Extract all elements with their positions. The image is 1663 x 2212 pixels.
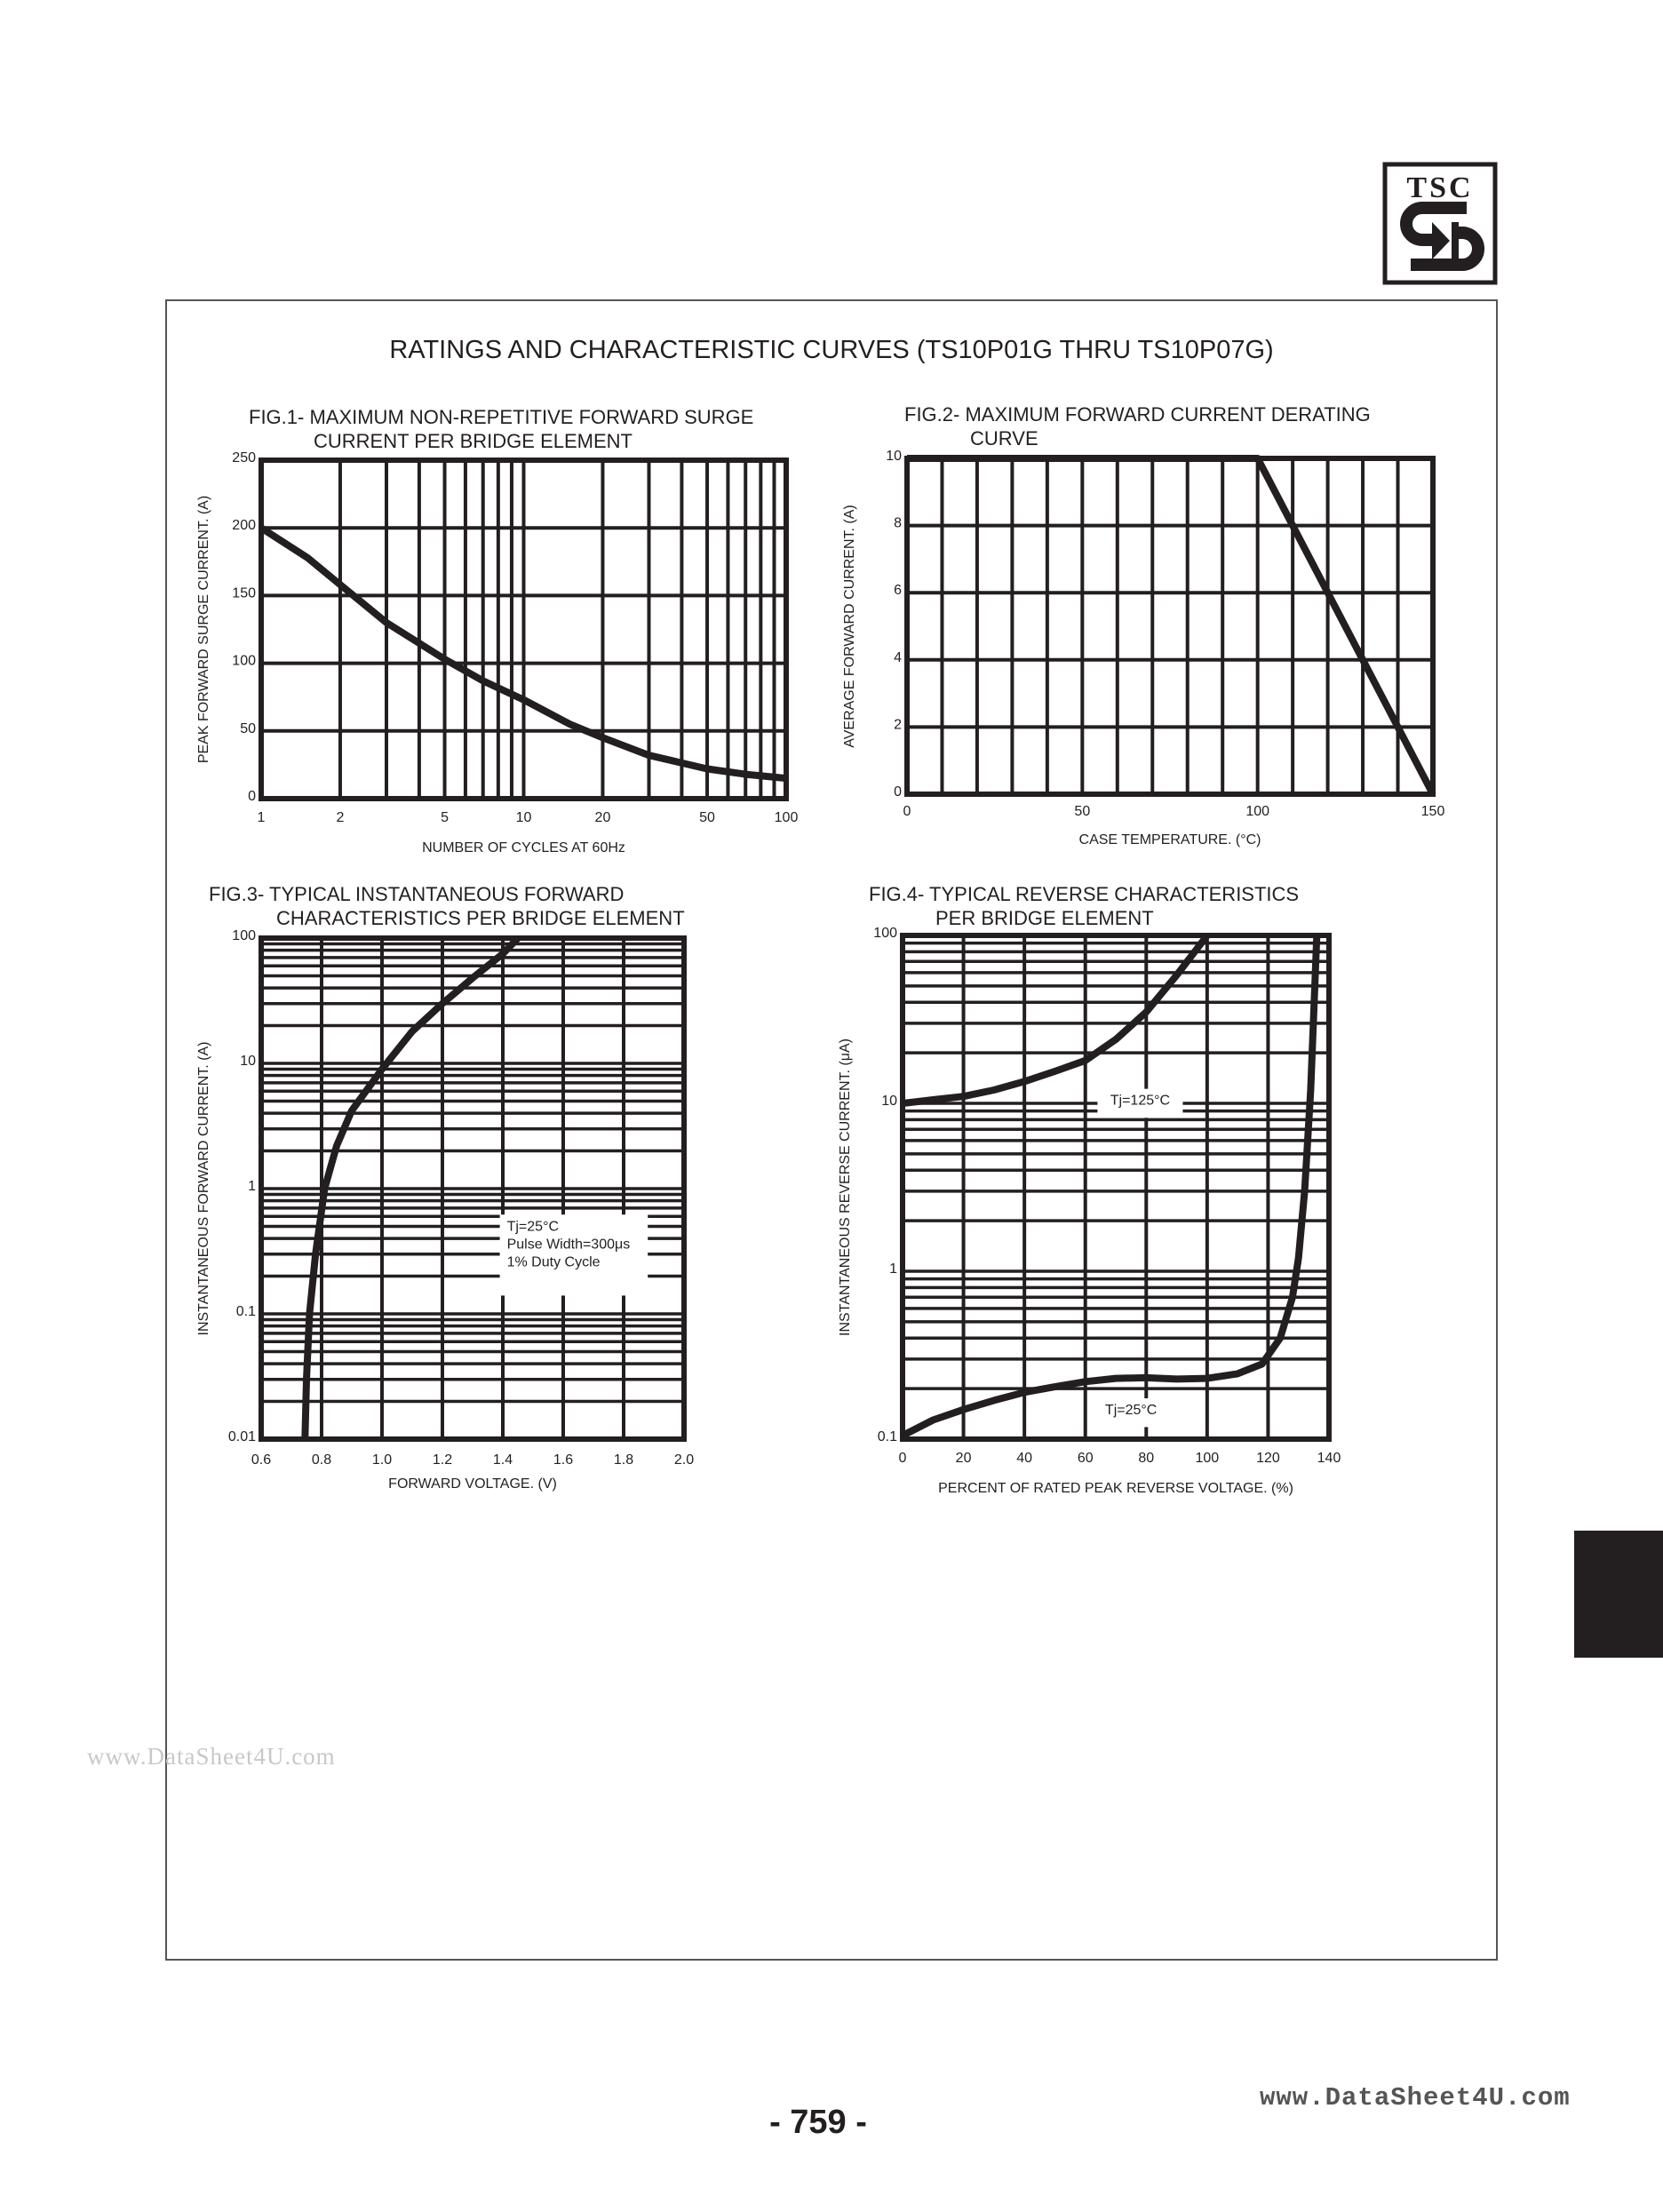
y-tick-label: 4 <box>894 649 902 665</box>
x-tick-label: 20 <box>955 1451 972 1466</box>
y-tick-label: 50 <box>240 720 256 736</box>
watermark-right: www.DataSheet4U.com <box>1260 2083 1571 2113</box>
x-axis-title: PERCENT OF RATED PEAK REVERSE VOLTAGE. (%) <box>938 1481 1293 1496</box>
y-axis-title: PEAK FORWARD SURGE CURRENT. (A) <box>196 495 211 764</box>
x-tick-label: 80 <box>1138 1451 1155 1466</box>
y-tick-label: 2 <box>894 717 902 733</box>
x-tick-label: 1.8 <box>613 1452 634 1468</box>
page-title: RATINGS AND CHARACTERISTIC CURVES (TS10P01G THRU TS10P07G) <box>389 336 1274 364</box>
fig2-title-line2: CURVE <box>970 427 1038 450</box>
annotation-text: 1% Duty Cycle <box>506 1254 601 1270</box>
y-tick-label: 100 <box>232 653 256 669</box>
tsc-logo <box>1382 162 1498 285</box>
x-axis-title: CASE TEMPERATURE. (°C) <box>1078 832 1261 847</box>
y-tick-label: 0 <box>894 784 902 800</box>
x-tick-label: 1 <box>257 810 266 825</box>
x-tick-label: 50 <box>699 810 715 825</box>
x-tick-label: 100 <box>1245 804 1270 819</box>
x-tick-label: 2.0 <box>673 1452 695 1468</box>
y-tick-label: 10 <box>881 1094 897 1109</box>
fig3-title-line1: FIG.3- TYPICAL INSTANTANEOUS FORWARD <box>209 883 625 905</box>
x-tick-label: 10 <box>515 810 532 825</box>
y-tick-label: 0.01 <box>227 1429 256 1444</box>
fig4-title-line1: FIG.4- TYPICAL REVERSE CHARACTERISTICS <box>869 883 1300 905</box>
grid <box>261 460 786 799</box>
y-tick-label: 1 <box>889 1261 897 1277</box>
y-tick-label: 6 <box>894 583 902 599</box>
x-tick-label: 140 <box>1317 1451 1341 1466</box>
x-tick-label: 50 <box>1074 804 1091 819</box>
y-tick-label: 250 <box>232 450 256 465</box>
fig4-chart <box>838 926 1341 1496</box>
section-tab <box>1574 1531 1663 1658</box>
x-tick-label: 120 <box>1256 1451 1280 1466</box>
y-tick-label: 0.1 <box>235 1304 256 1319</box>
annotation-text: Tj=25°C <box>506 1219 560 1235</box>
x-tick-label: 100 <box>1195 1451 1220 1466</box>
fig1-title-line2: CURRENT PER BRIDGE ELEMENT <box>314 430 633 452</box>
watermark-left: www.DataSheet4U.com <box>87 1743 336 1770</box>
fig2-title-line1: FIG.2- MAXIMUM FORWARD CURRENT DERATING <box>904 403 1371 426</box>
x-axis-title: NUMBER OF CYCLES AT 60Hz <box>422 840 625 855</box>
grid <box>907 458 1433 794</box>
x-tick-label: 20 <box>594 810 611 825</box>
y-axis-title: INSTANTANEOUS REVERSE CURRENT. (μA) <box>838 1038 853 1336</box>
annotation-text: Pulse Width=300μs <box>506 1237 631 1253</box>
x-tick-label: 1.2 <box>432 1452 453 1468</box>
y-tick-label: 100 <box>232 928 256 943</box>
y-tick-label: 10 <box>240 1054 256 1069</box>
fig1-chart <box>196 450 799 855</box>
annotation-text: Tj=25°C <box>1104 1403 1158 1419</box>
y-tick-label: 8 <box>894 515 902 531</box>
x-tick-label: 40 <box>1016 1451 1033 1466</box>
fig2-chart <box>842 449 1445 847</box>
fig1-title-line1: FIG.1- MAXIMUM NON-REPETITIVE FORWARD SURGE <box>249 406 754 428</box>
x-tick-label: 100 <box>774 810 799 825</box>
x-tick-label: 1.6 <box>553 1452 574 1468</box>
x-tick-label: 60 <box>1077 1451 1094 1466</box>
fig4-title-line2: PER BRIDGE ELEMENT <box>935 907 1154 929</box>
x-tick-label: 1.4 <box>492 1452 513 1468</box>
y-tick-label: 1 <box>248 1179 256 1194</box>
x-tick-label: 0.8 <box>311 1452 332 1468</box>
x-tick-label: 1.0 <box>371 1452 393 1468</box>
annotation-text: Tj=125°C <box>1110 1093 1171 1109</box>
y-tick-label: 0.1 <box>877 1429 897 1444</box>
svg-text:TSC: TSC <box>1406 171 1474 204</box>
x-tick-label: 150 <box>1420 804 1445 819</box>
y-tick-label: 10 <box>886 449 902 464</box>
y-tick-label: 0 <box>248 789 256 804</box>
plot-frame <box>907 458 1433 794</box>
x-tick-label: 0.6 <box>251 1452 272 1468</box>
y-tick-label: 100 <box>873 926 897 941</box>
fig3-title-line2: CHARACTERISTICS PER BRIDGE ELEMENT <box>276 907 685 929</box>
x-tick-label: 2 <box>336 810 345 825</box>
series-line <box>907 458 1433 794</box>
x-tick-label: 0 <box>903 804 911 819</box>
x-tick-label: 0 <box>898 1451 907 1466</box>
y-tick-label: 150 <box>232 585 256 601</box>
y-axis-title: INSTANTANEOUS FORWARD CURRENT. (A) <box>196 1041 211 1336</box>
y-tick-label: 200 <box>232 518 256 534</box>
page-number: - 759 - <box>769 2104 867 2141</box>
y-axis-title: AVERAGE FORWARD CURRENT. (A) <box>842 505 857 748</box>
x-tick-label: 5 <box>441 810 449 825</box>
fig3-chart <box>196 928 695 1492</box>
x-axis-title: FORWARD VOLTAGE. (V) <box>388 1476 557 1492</box>
